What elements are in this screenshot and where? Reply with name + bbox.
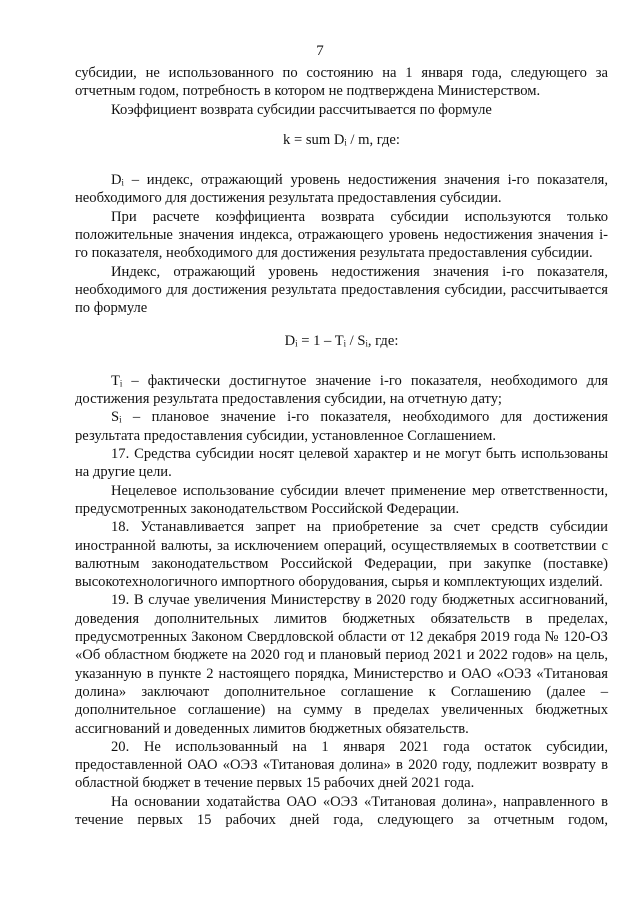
paragraph: 20. Не использованный на 1 января 2021 года остаток субсидии, предоставленной ОАО «ОЭЗ «Титановая долина» в 2020 году, подлежит возврату в областной бюджет в течение первых 15 рабочих дней 2021 года. — [75, 738, 608, 792]
paragraph: 19. В случае увеличения Министерству в 2020 году бюджетных ассигнований, доведения дополнительных лимитов бюджетных обязательств в пределах, предусмотренных Законом Свердловской области от 12 декабря 2019 года № 120-ОЗ «Об областном бюджете на 2020 год и плановый период 2021 и 2022 годов» на цель, указанную в пункте 2 настоящего порядка, Министерство и ОАО «ОЭЗ «Титановая долина» заключают дополнительное соглашение к Соглашению (далее – дополнительное соглашение) на сумму в пределах увеличенных бюджетных ассигнований и доведенных лимитов бюджетных обязательств. — [75, 592, 608, 737]
page-number: 7 — [316, 43, 324, 59]
paragraph: Sᵢ – плановое значение i-го показателя, необходимого для достижения результата предоставления субсидии, установленное Соглашением. — [75, 409, 608, 444]
paragraph: Индекс, отражающий уровень недостижения значения i-го показателя, необходимого для достижения результата предоставления субсидии, рассчитывается по формуле — [75, 263, 608, 317]
paragraph: При расчете коэффициента возврата субсидии используются только положительные значения индекса, отражающего уровень недостижения значения i-го показателя, необходимого для достижения результата предоставления субсидии. — [75, 208, 608, 262]
formula: k = sum Dᵢ / m, где: — [283, 131, 400, 148]
document-body — [75, 64, 608, 829]
paragraph: Коэффициент возврата субсидии рассчитывается по формуле — [111, 101, 492, 118]
paragraph: субсидии, не использованного по состоянию на 1 января года, следующего за отчетным годом, потребность в котором не подтверждена Министерством. — [75, 65, 608, 100]
paragraph: Tᵢ – фактически достигнутое значение i-го показателя, необходимого для достижения результата предоставления субсидии, на отчетную дату; — [75, 372, 608, 408]
paragraph: Нецелевое использование субсидии влечет применение мер ответственности, предусмотренных законодательством Российской Федерации. — [75, 482, 608, 517]
paragraph: На основании ходатайства ОАО «ОЭЗ «Титановая долина», направленного в течение первых 15 рабочих дней года, следующего за отчетным годом, — [75, 793, 608, 828]
paragraph: 18. Устанавливается запрет на приобретение за счет средств субсидии иностранной валюты, за исключением операций, осуществляемых в соответствии с валютным законодательством Российской Федерации, при закупке (поставке) высокотехнологичного импортного оборудования, сырья и комплектующих изделий. — [75, 519, 608, 591]
paragraph: 17. Средства субсидии носят целевой характер и не могут быть использованы на другие цели. — [75, 446, 608, 481]
formula: Dᵢ = 1 – Tᵢ / Sᵢ, где: — [284, 332, 399, 349]
paragraph: Dᵢ – индекс, отражающий уровень недостижения значения i-го показателя, необходимого для достижения результата предоставления субсидии. — [75, 172, 608, 207]
